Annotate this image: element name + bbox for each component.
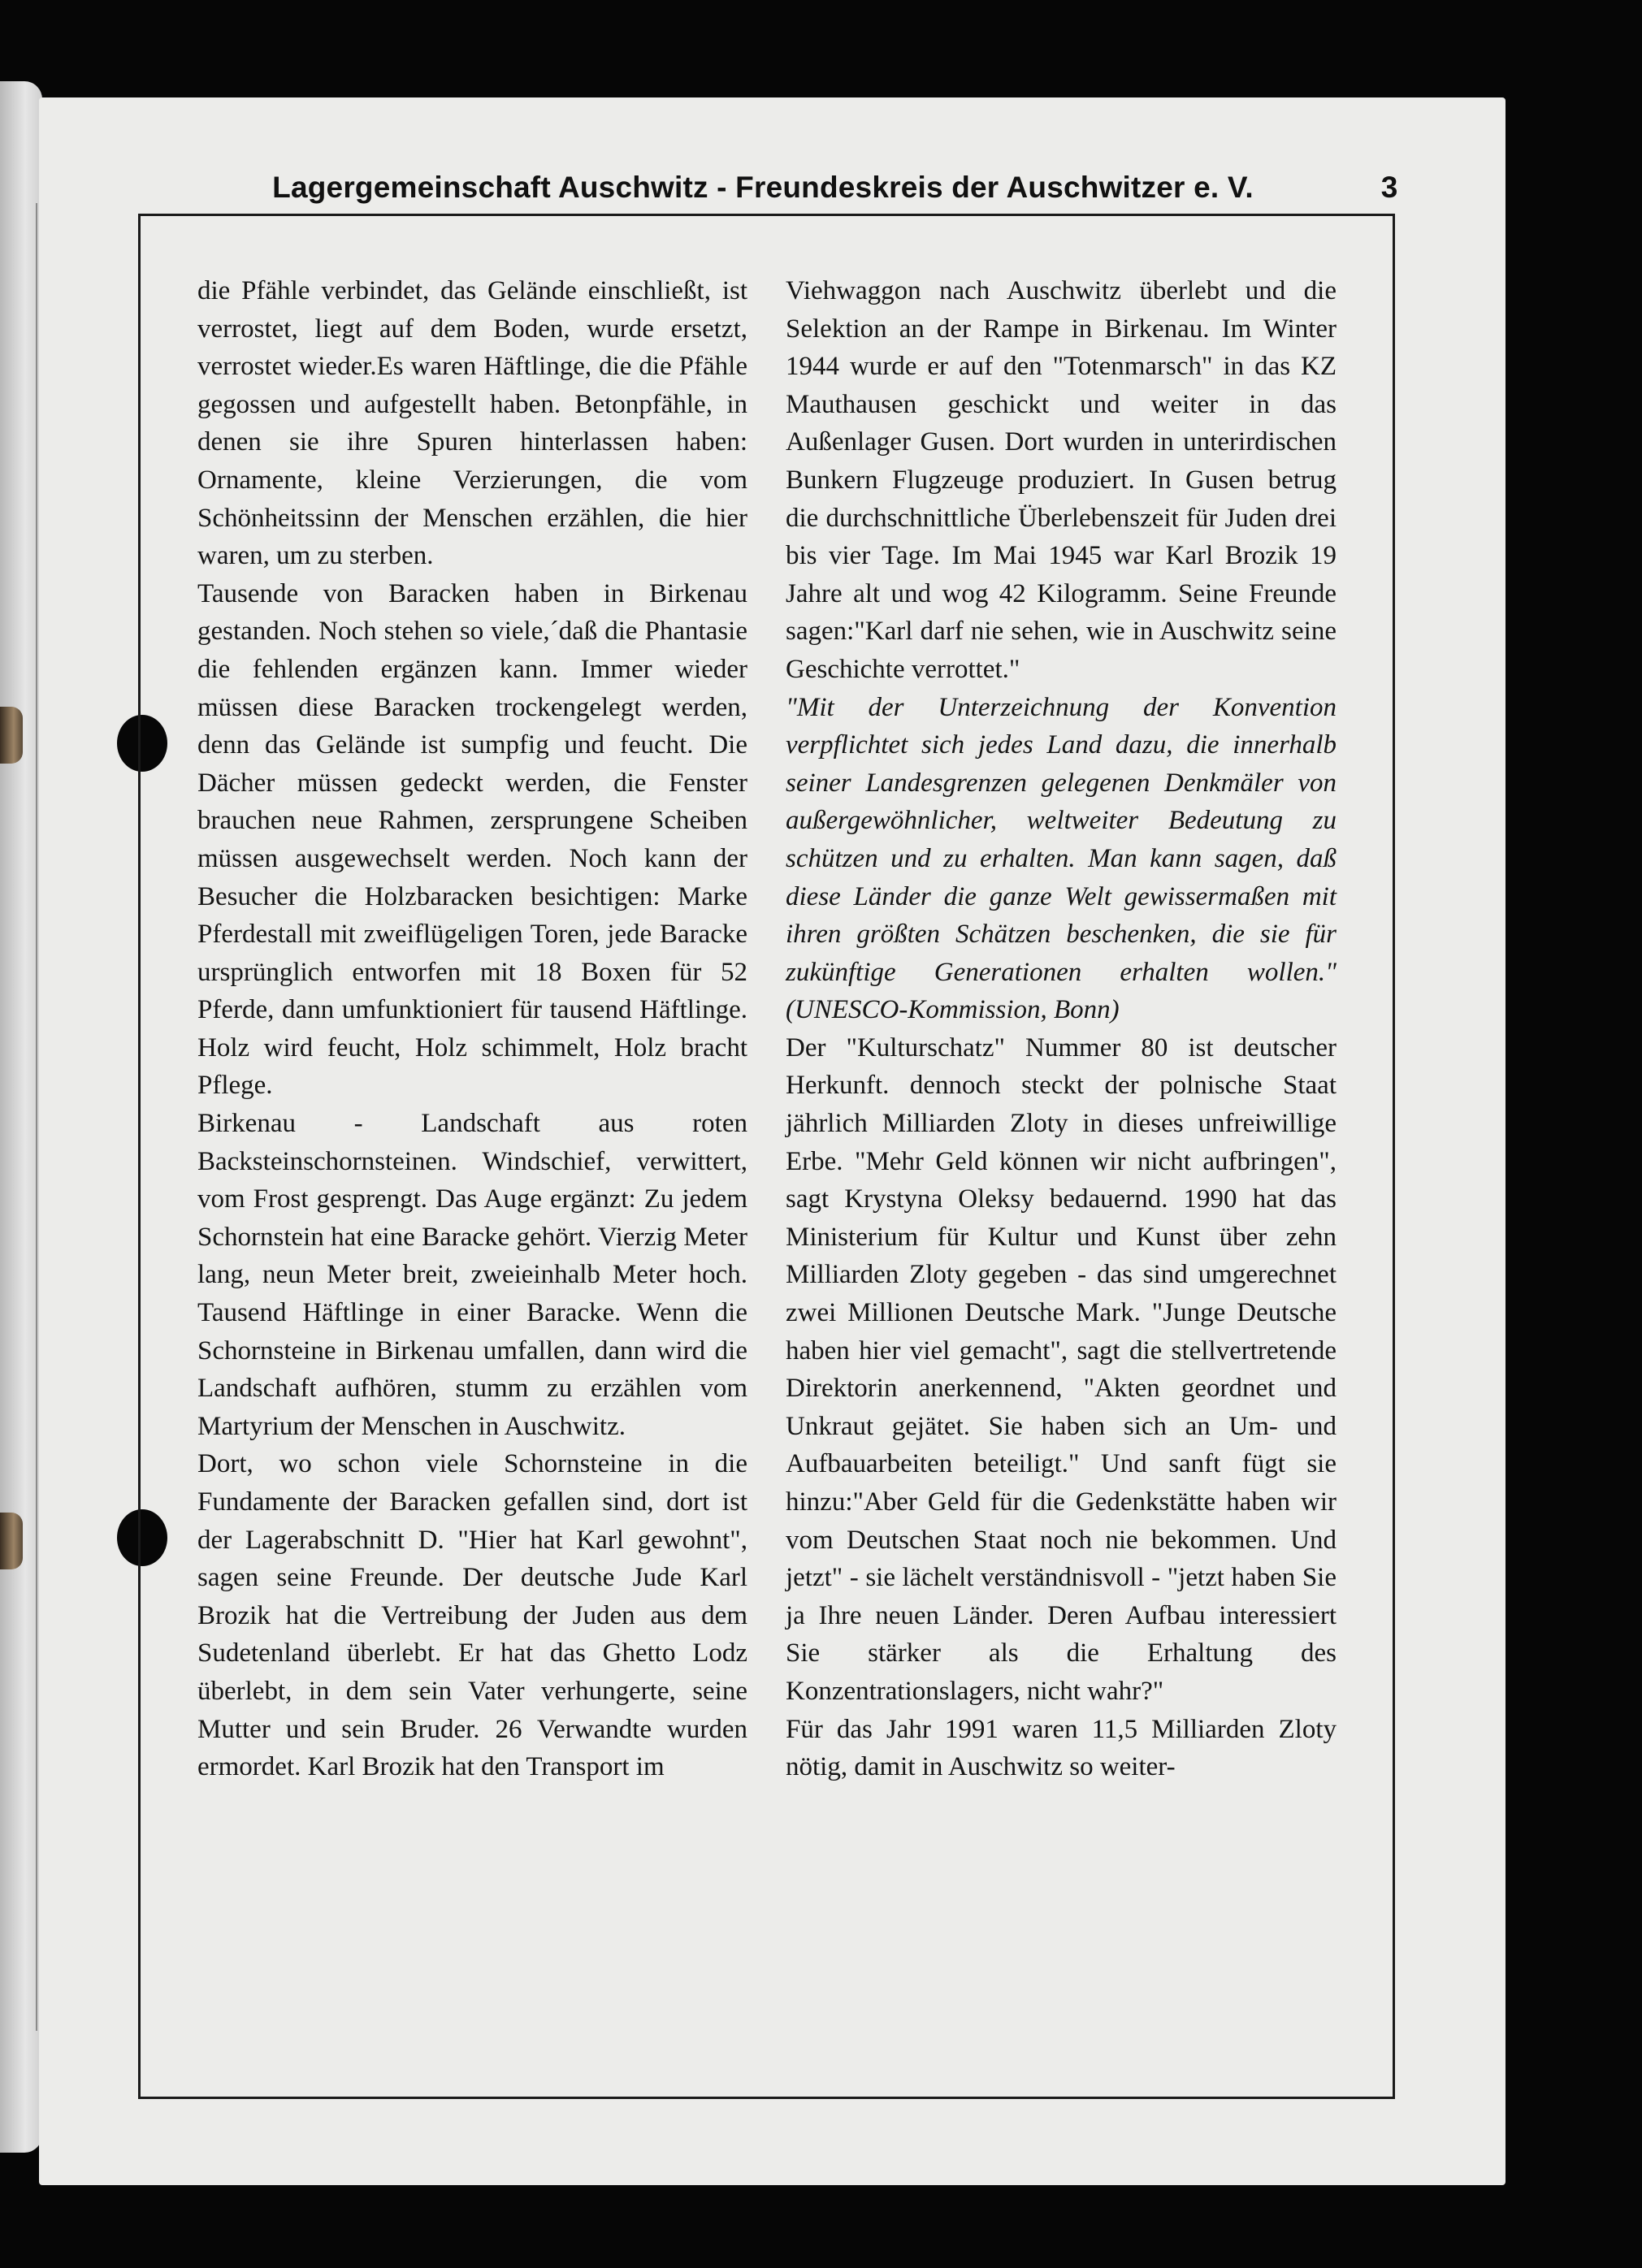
paragraph: Birkenau - Landschaft aus roten Backsteinschornsteinen. Windschief, verwittert, vom Frost gesprengt. Das Auge ergänzt: Zu jedem Schornstein hat eine Baracke gehört. Vierzig Meter lang, neun Meter breit, zweieinhalb Meter hoch. Tausend Häftlinge in einer Baracke. Wenn die Schornsteine in Birkenau umfallen, dann wird die Landschaft aufhören, stumm zu erzählen vom Martyrium der Menschen in Auschwitz. <box>197 1109 747 1441</box>
right-column <box>786 272 1337 1786</box>
left-column <box>197 272 747 1786</box>
paragraph: Dort, wo schon viele Schornsteine in die Fundamente der Baracken gefallen sind, dort ist der Lagerabschnitt D. "Hier hat Karl gewohnt", sagen seine Freunde. Der deutsche Jude Karl Brozik hat die Vertreibung der Juden aus dem Sudetenland überlebt. Er hat das Ghetto Lodz überlebt, in dem sein Vater verhungerte, seine Mutter und sein Bruder. 26 Verwandte wurden ermordet. Karl Brozik hat den Transport im <box>197 1449 747 1782</box>
binder-ring <box>0 1513 23 1569</box>
header-title: Lagergemeinschaft Auschwitz - Freundeskreis der Auschwitzer e. V. <box>272 171 1254 204</box>
paragraph: die Pfähle verbindet, das Gelände einschließt, ist verrostet, liegt auf dem Boden, wurde ersetzt, verrostet wieder.Es waren Häftlinge, die die Pfähle gegossen und aufgestellt haben. Betonpfähle, in denen sie ihre Spuren hinterlassen haben: Ornamente, kleine Verzierungen, die vom Schönheitssinn der Menschen erzählen, die hier waren, um zu sterben. <box>197 276 747 571</box>
paragraph: Tausende von Baracken haben in Birkenau gestanden. Noch stehen so viele,´daß die Phantasie die fehlenden ergänzen kann. Immer wieder müssen diese Baracken trockengelegt werden, denn das Gelände ist sumpfig und feucht. Die Dächer müssen gedeckt werden, die Fenster brauchen neue Rahmen, zersprungene Scheiben müssen ausgewechselt werden. Noch kann der Besucher die Holzbaracken besichtigen: Marke Pferdestall mit zweiflügeligen Toren, jede Baracke ursprünglich entworfen mit 18 Boxen für 52 Pferde, dann umfunktioniert für tausend Häftlinge. Holz wird feucht, Holz schimmelt, Holz bracht Pflege. <box>197 578 747 1101</box>
paragraph: Viehwaggon nach Auschwitz überlebt und die Selektion an der Rampe in Birkenau. Im Winter 1944 wurde er auf den "Totenmarsch" in das KZ Mauthausen geschickt und weiter in das Außenlager Gusen. Dort wurden in unterirdischen Bunkern Flugzeuge produziert. In Gusen betrug die durchschnittliche Überlebenszeit für Juden drei bis vier Tage. Im Mai 1945 war Karl Brozik 19 Jahre alt und wog 42 Kilogramm. Seine Freunde sagen:"Karl darf nie sehen, wie in Auschwitz seine Geschichte verrottet." <box>786 276 1337 684</box>
page-border-line <box>36 203 37 2031</box>
paragraph: Für das Jahr 1991 waren 11,5 Milliarden Zloty nötig, damit in Auschwitz so weiter- <box>786 1714 1337 1782</box>
unesco-quote: "Mit der Unterzeichnung der Konvention verpflichtet sich jedes Land dazu, die innerhalb seiner Landesgrenzen gelegenen Denkmäler von außergewöhnlicher, weltweiter Bedeutung zu schützen und zu erhalten. Man kann sagen, daß diese Länder die ganze Welt gewissermaßen mit ihren größten Schätzen beschenken, die sie für zukünftige Generationen erhalten wollen." (UNESCO-Kommission, Bonn) <box>786 692 1337 1025</box>
paragraph: Der "Kulturschatz" Nummer 80 ist deutscher Herkunft. dennoch steckt der polnische Staat jährlich Milliarden Zloty in dieses unfreiwillige Erbe. "Mehr Geld können wir nicht aufbringen", sagt Krystyna Oleksy bedauernd. 1990 hat das Ministerium für Kultur und Kunst über zehn Milliarden Zloty gegeben - das sind umgerechnet zwei Millionen Deutsche Mark. "Junge Deutsche haben hier viel gemacht", sagt die stellvertretende Direktorin anerkennend, "Akten geordnet und Unkraut gejätet. Sie haben sich an Um- und Aufbauarbeiten beteiligt." Und sanft fügt sie hinzu:"Aber Geld für die Gedenkstätte haben wir vom Deutschen Staat noch nie bekommen. Und jetzt" - sie lächelt verständnisvoll - "jetzt haben Sie ja Ihre neuen Länder. Deren Aufbau interessiert Sie stärker als die Erhaltung des Konzentrationslagers, nicht wahr?" <box>786 1032 1337 1706</box>
binder-ring <box>0 707 23 764</box>
page-number: 3 <box>1380 171 1398 204</box>
previous-page-edge <box>0 81 42 2153</box>
